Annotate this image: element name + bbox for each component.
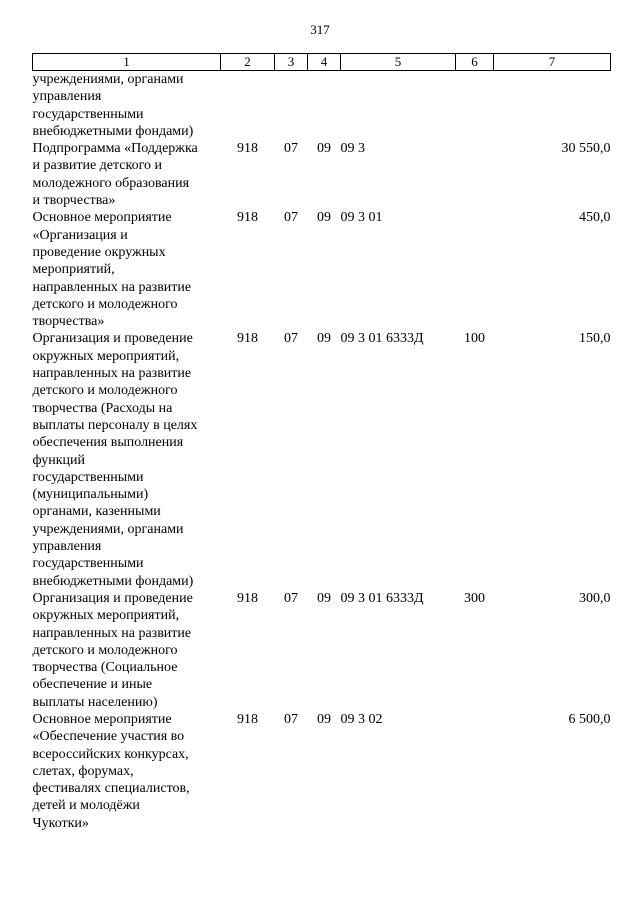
text-line: «Организация и	[32, 227, 128, 243]
amount: 300,0	[579, 590, 611, 606]
table-row	[33, 711, 611, 832]
section-code: 07	[284, 210, 298, 226]
row-name	[33, 330, 221, 589]
column-header: 4	[308, 54, 341, 71]
ministry-code: 918	[237, 331, 258, 347]
table-row	[33, 140, 611, 209]
amount: 30 550,0	[561, 141, 611, 157]
text-line: молодежного образования	[32, 175, 190, 191]
target-article: 09 3 01 6333Д	[340, 590, 424, 606]
subsection-code: 09	[317, 141, 331, 157]
text-line: учреждениями, органами	[32, 72, 184, 87]
amount: 150,0	[579, 331, 611, 347]
text-line: Организация и проведение	[32, 590, 193, 606]
text-line: детского и молодежного	[32, 383, 178, 399]
text-line: Основное мероприятие	[32, 711, 172, 727]
ministry-code: 918	[237, 711, 258, 727]
column-header: 1	[33, 54, 221, 71]
expense-type: 100	[464, 331, 485, 347]
text-line: функций	[32, 452, 85, 468]
text-line: Организация и проведение	[32, 331, 193, 347]
target-article: 09 3 01	[340, 210, 383, 226]
page-number: 317	[310, 22, 330, 37]
table-row	[33, 209, 611, 330]
text-line: государственными	[32, 106, 144, 122]
ministry-code: 918	[237, 590, 258, 606]
column-header: 5	[341, 54, 456, 71]
budget-table	[32, 53, 611, 832]
section-code: 07	[284, 590, 298, 606]
text-line: «Обеспечение участия во	[32, 729, 185, 745]
subsection-code: 09	[317, 711, 331, 727]
text-line: выплаты населению)	[32, 694, 158, 710]
target-article: 09 3	[340, 141, 365, 157]
text-line: государственными	[32, 469, 144, 485]
expense-type	[456, 209, 494, 330]
expense-type: 300	[464, 590, 485, 606]
ministry-code: 918	[237, 141, 258, 157]
amount: 450,0	[579, 210, 611, 226]
text-line: Чукотки»	[32, 815, 89, 831]
row-name	[33, 590, 221, 711]
table-row	[33, 330, 611, 589]
text-line: органами, казенными	[32, 504, 161, 520]
text-line: учреждениями, органами	[32, 521, 184, 537]
text-line: детского и молодежного	[32, 642, 178, 658]
text-line: выплаты персоналу в целях	[32, 417, 198, 433]
row-name	[33, 209, 221, 330]
expense-type	[456, 140, 494, 209]
subsection-code: 09	[317, 331, 331, 347]
text-line: творчества»	[32, 314, 105, 330]
text-line: внебюджетными фондами)	[32, 123, 194, 139]
text-line: обеспечение и иные	[32, 677, 153, 693]
text-line: и творчества»	[32, 193, 116, 209]
subsection-code: 09	[317, 210, 331, 226]
text-line: государственными	[32, 556, 144, 572]
continuation-text	[33, 71, 221, 141]
column-header: 2	[221, 54, 275, 71]
text-line: фестивалях специалистов,	[32, 781, 190, 797]
text-line: (муниципальными)	[32, 487, 149, 503]
text-line: детского и молодежного	[32, 296, 178, 312]
target-article: 09 3 02	[340, 711, 383, 727]
table-row	[33, 590, 611, 711]
ministry-code: 918	[237, 210, 258, 226]
text-line: окружных мероприятий,	[32, 348, 180, 364]
text-line: Основное мероприятие	[32, 210, 172, 226]
text-line: направленных на развитие	[32, 279, 192, 295]
text-line: направленных на развитие	[32, 366, 192, 382]
text-line: проведение окружных	[32, 244, 166, 260]
text-line: внебюджетными фондами)	[32, 573, 194, 589]
text-line: управления	[32, 539, 102, 555]
text-line: и развитие детского и	[32, 158, 162, 174]
continuation-row	[33, 71, 611, 141]
text-line: детей и молодёжи	[32, 798, 140, 814]
row-name	[33, 140, 221, 209]
text-line: управления	[32, 89, 102, 105]
column-header: 3	[275, 54, 308, 71]
text-line: творчества (Расходы на	[32, 400, 173, 416]
text-line: направленных на развитие	[32, 625, 192, 641]
subsection-code: 09	[317, 590, 331, 606]
section-code: 07	[284, 141, 298, 157]
row-name	[33, 711, 221, 832]
section-code: 07	[284, 331, 298, 347]
target-article: 09 3 01 6333Д	[340, 331, 424, 347]
amount: 6 500,0	[568, 711, 611, 727]
column-header: 7	[494, 54, 611, 71]
header-row	[33, 54, 611, 71]
text-line: Подпрограмма «Поддержка	[32, 141, 198, 157]
text-line: слетах, форумах,	[32, 763, 134, 779]
text-line: мероприятий,	[32, 262, 115, 278]
column-header: 6	[456, 54, 494, 71]
text-line: окружных мероприятий,	[32, 608, 180, 624]
section-code: 07	[284, 711, 298, 727]
expense-type	[456, 711, 494, 832]
text-line: обеспечения выполнения	[32, 435, 184, 451]
text-line: творчества (Социальное	[32, 660, 178, 676]
text-line: всероссийских конкурсах,	[32, 746, 189, 762]
